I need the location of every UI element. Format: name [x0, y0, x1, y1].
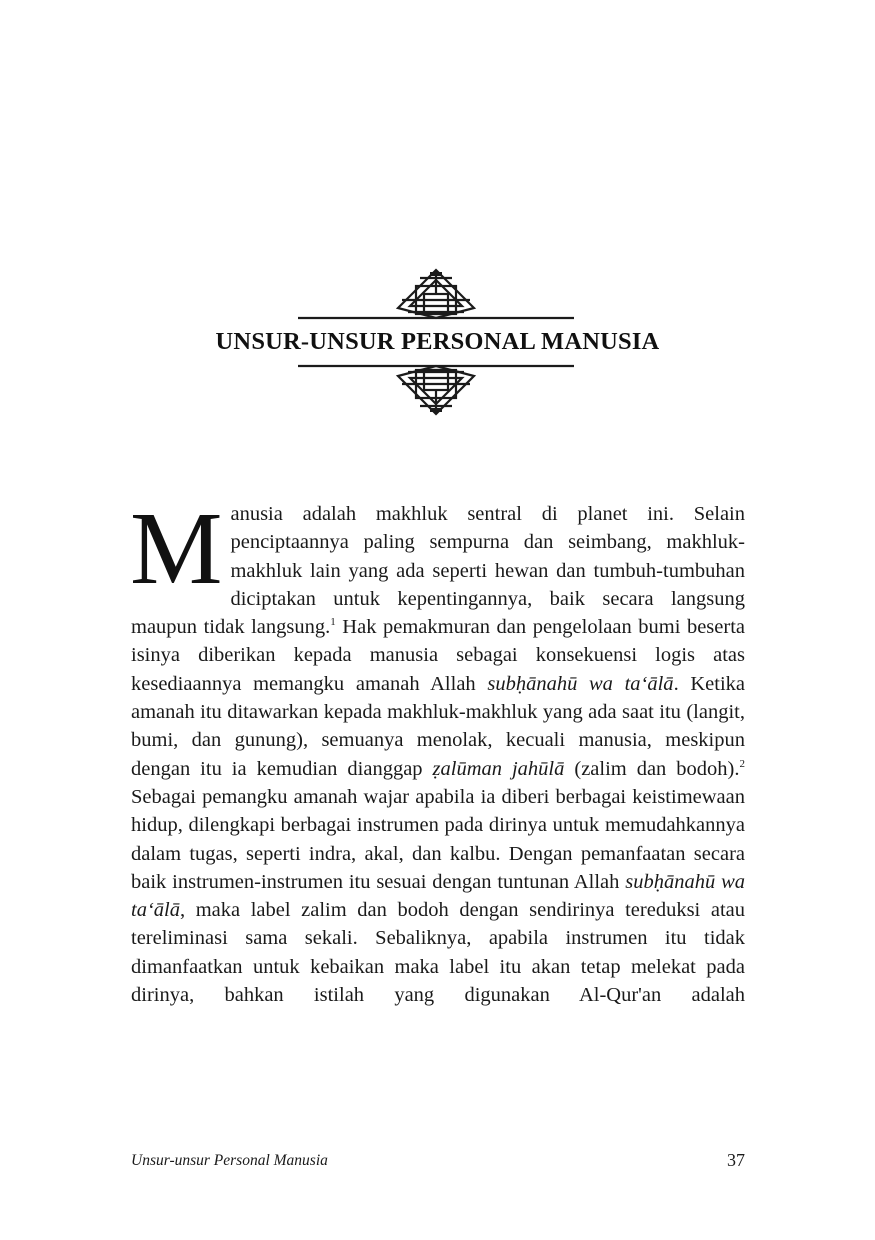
text-run: Sebagai pemangku amanah wajar apabila ia diberi berbagai keistimewaan hidup, dilengkapi berbagai instrumen pada dirinya untuk memudahkannya dalam tugas, seperti indra, akal, dan kalbu. Dengan pemanfaatan secara baik instrumen-instrumen itu sesuai dengan tuntunan Allah [131, 785, 745, 893]
text-run: Hak pemakmuran dan pengelolaan bumi beserta isinya diberikan kepada manusia sebagai konsekuensi logis atas kesediaannya memangku amanah Allah [131, 616, 745, 695]
running-footer-title: Unsur-unsur Personal Manusia [131, 1152, 328, 1169]
page-number: 37 [727, 1150, 745, 1170]
arabic-term: ẓalūman jahūlā [432, 757, 565, 780]
chapter-title: UNSUR-UNSUR PERSONAL MANUSIA [215, 328, 660, 355]
text-run: (zalim dan bodoh). [564, 757, 740, 780]
arabic-term: subḥānahū wa ta‘ālā [487, 672, 674, 695]
paragraph [130, 491, 745, 1009]
text-run: , maka label zalim dan bodoh dengan sendirinya tereduksi atau tereliminasi sama sekali. Sebaliknya, apabila instrumen itu tidak dimanfaatkan untuk kebaikan maka label itu akan tetap melekat pada dirinya, bahkan istilah yang digunakan Al-Qur'an adalah [131, 899, 745, 1007]
footnote-ref-1[interactable]: 1 [330, 616, 336, 629]
text-run: . Ketika amanah itu ditawarkan kepada makhluk-makhluk yang ada saat itu (langit, bumi, dan gunung), semuanya menolak, kecuali manusia, meskipun dengan itu ia kemudian dianggap [131, 672, 745, 780]
arabic-term: subḥānahū wa ta‘ālā [131, 870, 745, 922]
body-text [130, 491, 745, 1009]
drop-cap: M [130, 491, 223, 606]
text-run: anusia adalah makhluk sentral di planet ini. Selain penciptaannya paling sempurna dan seimbang, makhluk-makhluk lain yang ada seperti hewan dan tumbuh-tumbuhan diciptakan untuk kepentingannya, baik secara langsung maupun tidak langsung. [131, 503, 745, 639]
footnote-ref-2[interactable]: 2 [739, 757, 745, 770]
